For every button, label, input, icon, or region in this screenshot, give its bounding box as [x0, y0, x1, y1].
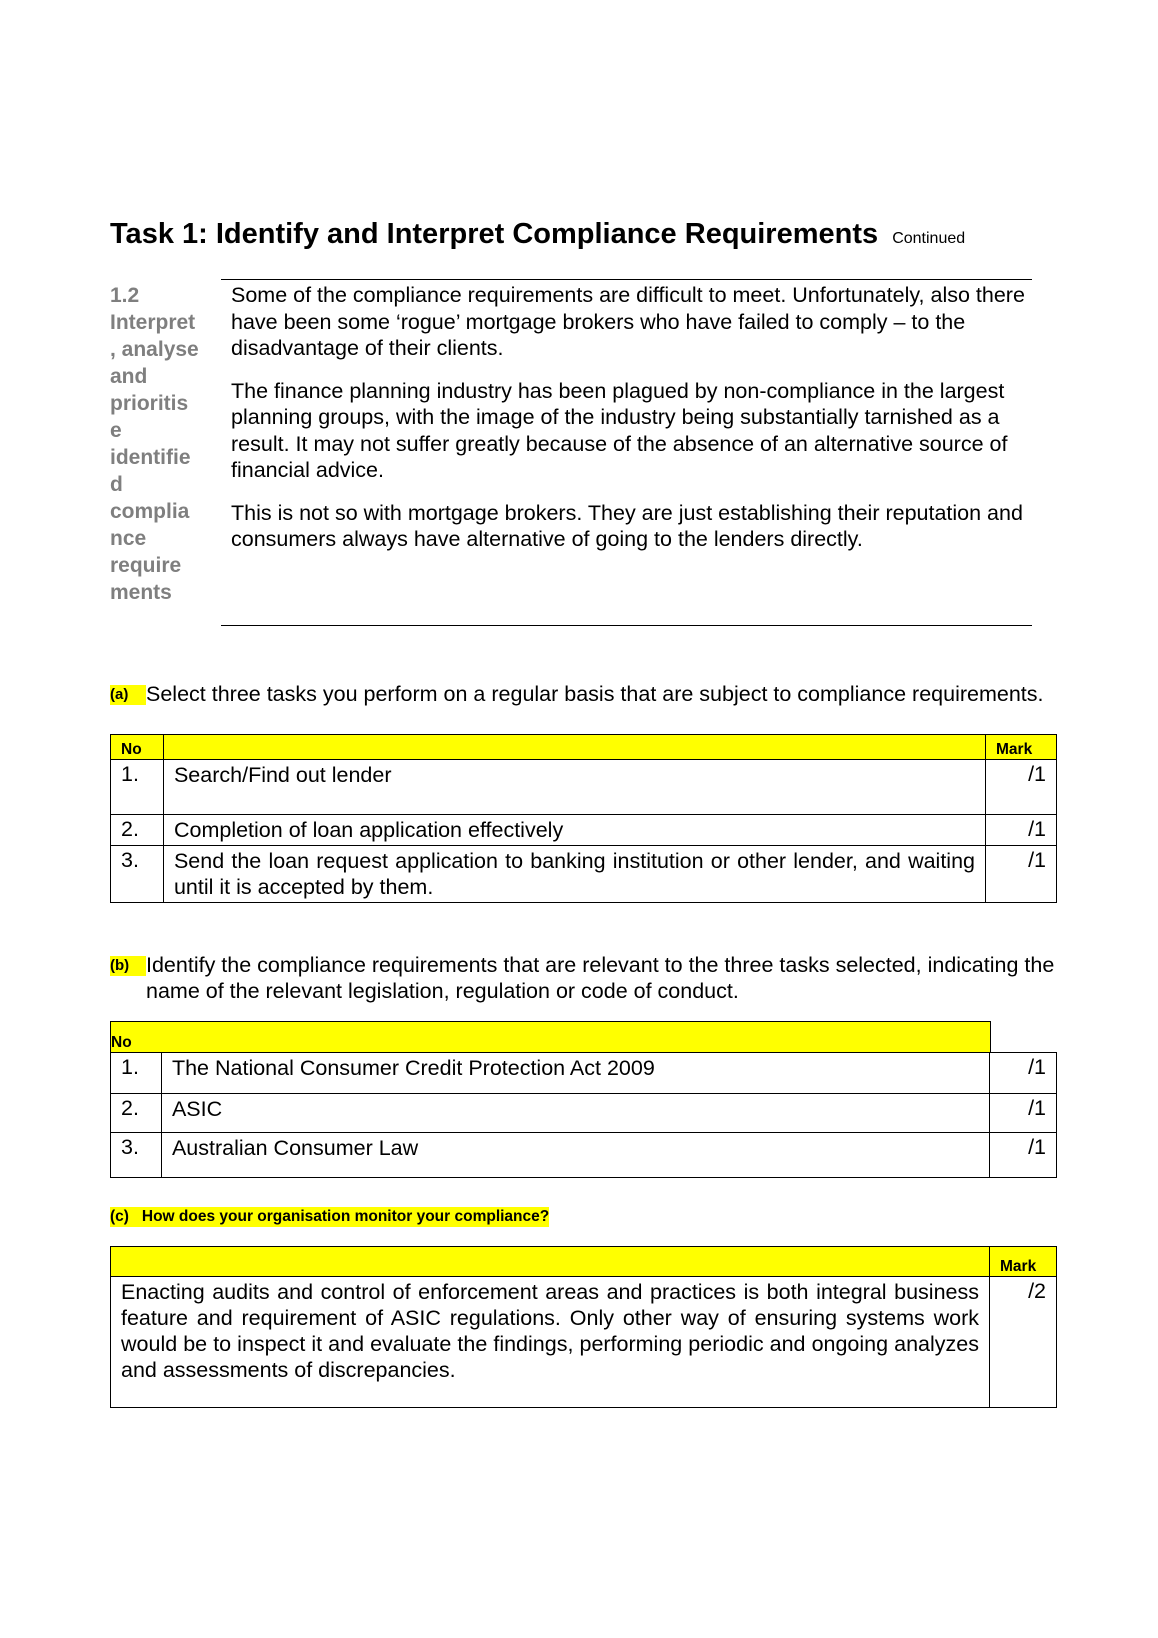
table-row [111, 1053, 1057, 1094]
intro-text [231, 282, 1026, 569]
section-heading-line: require [110, 554, 182, 577]
monitoring-table [110, 1246, 1057, 1408]
table-row [111, 846, 1057, 903]
section-heading-line: and [110, 365, 148, 388]
requirements-table [110, 1052, 1057, 1178]
question-c [110, 1207, 549, 1227]
row-mark: /1 [986, 815, 1057, 846]
intro-paragraph: Some of the compliance requirements are difficult to meet. Unfortunately, also there have been some ‘rogue’ mortgage brokers who have failed to comply – to the disadvantage of their clients. [231, 283, 1025, 360]
table-row [111, 1277, 1057, 1408]
row-mark: /1 [986, 760, 1057, 815]
section-heading-line: ments [110, 581, 172, 604]
column-header-mark: Mark [986, 735, 1057, 760]
section-heading-line: d [110, 473, 123, 496]
question-label: (c) [110, 1208, 129, 1225]
section-heading-line: e [110, 419, 122, 442]
table-row [111, 815, 1057, 846]
section-heading-line: , analyse [110, 338, 199, 361]
question-b [110, 952, 1055, 1003]
section-heading-line: identifie [110, 446, 191, 469]
section-heading-line: Interpret [110, 311, 196, 334]
row-text: ASIC [161, 1094, 989, 1133]
table-header [111, 1247, 1057, 1277]
row-number: 3. [111, 1133, 162, 1178]
page-title-text: Task 1: Identify and Interpret Compliance Requirements [110, 218, 879, 250]
intro-paragraph: This is not so with mortgage brokers. They are just establishing their reputation and consumers always have alternative of going to the lenders directly. [231, 500, 1023, 551]
row-number: 2. [111, 815, 164, 846]
column-header-blank [163, 735, 985, 760]
intro-paragraph: The finance planning industry has been plagued by non-compliance in the largest planning groups, with the image of the industry being substantially tarnished as a result. It may not suffer greatly because of the absence of an alternative source of financial advice. [231, 378, 1008, 482]
page-title [110, 218, 965, 251]
question-a [110, 681, 1055, 707]
column-header-mark: Mark [990, 1247, 1057, 1277]
row-mark: /1 [986, 846, 1057, 903]
row-mark: /1 [990, 1133, 1057, 1178]
table-header [111, 735, 1057, 760]
row-number: 2. [111, 1094, 162, 1133]
row-mark: /2 [990, 1277, 1057, 1408]
row-text: Send the loan request application to banking institution or other lender, and waiting until it is accepted by them. [163, 846, 985, 903]
row-text: Search/Find out lender [163, 760, 985, 815]
question-text: Select three tasks you perform on a regular basis that are subject to compliance requirements. [146, 682, 1044, 706]
section-heading-line: nce [110, 527, 147, 550]
requirements-header-table [110, 1021, 991, 1053]
intro-bottom-rule [221, 625, 1032, 626]
column-header-no: No [111, 735, 164, 760]
section-heading-line: 1.2 [110, 284, 140, 307]
row-text: The National Consumer Credit Protection Act 2009 [161, 1053, 989, 1094]
question-text: How does your organisation monitor your compliance? [141, 1208, 550, 1225]
question-label: (a) [110, 685, 146, 705]
title-suffix: Continued [892, 230, 966, 247]
column-header-blank [111, 1247, 990, 1277]
section-heading-line: complia [110, 500, 190, 523]
column-header-no: No [111, 1022, 991, 1053]
row-mark: /1 [990, 1053, 1057, 1094]
intro-top-rule [221, 279, 1032, 280]
row-text: Australian Consumer Law [161, 1133, 989, 1178]
row-number: 3. [111, 846, 164, 903]
question-label: (b) [110, 956, 146, 976]
row-number: 1. [111, 760, 164, 815]
question-text: Identify the compliance requirements that are relevant to the three tasks selected, indicating the name of the relevant legislation, regulation or code of conduct. [146, 953, 1055, 1003]
table-row [111, 760, 1057, 815]
answer-text: Enacting audits and control of enforcement areas and practices is both integral business feature and requirement of ASIC regulations. Only other way of ensuring systems work would be to inspect it and evaluate the findings, performing periodic and ongoing analyzes and assessments of discrepancies. [111, 1277, 990, 1408]
table-header [111, 1022, 991, 1053]
table-row [111, 1133, 1057, 1178]
table-row [111, 1094, 1057, 1133]
row-number: 1. [111, 1053, 162, 1094]
tasks-table [110, 734, 1057, 903]
row-text: Completion of loan application effectively [163, 815, 985, 846]
section-heading [110, 282, 210, 606]
section-heading-line: prioritis [110, 392, 189, 415]
row-mark: /1 [990, 1094, 1057, 1133]
